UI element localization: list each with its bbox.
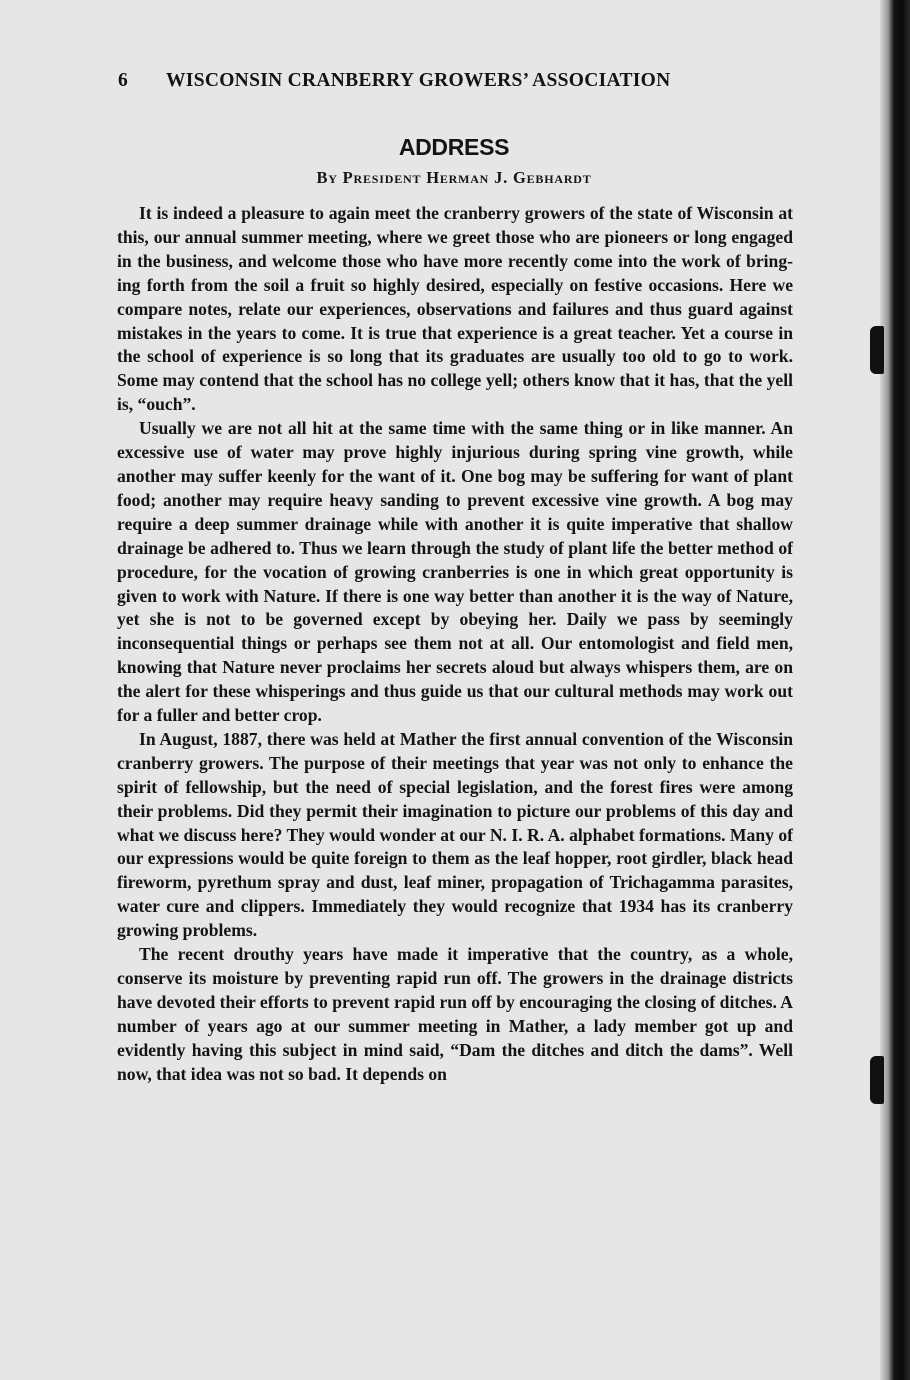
article-byline: By President Herman J. Gebhardt bbox=[316, 168, 592, 187]
binding-clip bbox=[870, 326, 884, 374]
paragraph: The recent drouthy years have made it imperative that the country, as a whole, conserve its moisture by preventing rapid run off. The growers in the drainage districts have devoted their efforts to prevent rapid run off by encouraging the closing of ditches. A number of years ago at our summer meeting in Mather, a lady member got up and evidently having this subject in mind said, “Dam the ditches and ditch the dams”. Well now, that idea was not so bad. It depends on bbox=[117, 944, 793, 1084]
paragraph: It is indeed a pleasure to again meet the cranberry growers of the state of Wisconsin at this, our annual summer meeting, where we greet those who are pioneers or long engaged in the business, and welcome those who have more recently come into the work of bringing forth from the soil a fruit so highly desired, especially on festive occasions. Here we compare notes, relate our experiences, observations and failures and thus guard against mistakes in the years to come. It is true that experience is a great teacher. Yet a course in the school of experience is so long that its graduates are usually too old to go to work. Some may contend that the school has no college yell; others know that it has, that the yell is, “ouch”. bbox=[117, 203, 793, 415]
paragraph: In August, 1887, there was held at Mather the first annual convention of the Wisconsin cranberry growers. The purpose of their meetings that year was not only to enhance the spirit of fellowship, but the need of special legislation, and the forest fires were among their problems. Did they permit their imagination to picture our problems of this day and what we discuss here? They would wonder at our N. I. R. A. alphabet formations. Many of our expressions would be quite foreign to them as the leaf hopper, root girdler, black head fireworm, pyrethum spray and dust, leaf miner, propagation of Trichagamma parasites, water cure and clippers. Immediately they would recognize that 1934 has its cranberry growing problems. bbox=[117, 728, 793, 941]
binding-clip bbox=[870, 1056, 884, 1104]
running-header bbox=[118, 70, 758, 100]
page-number: 6 bbox=[118, 70, 129, 91]
running-title: WISCONSIN CRANBERRY GROWERS’ ASSOCIATION bbox=[166, 70, 671, 91]
paragraph: Usually we are not all hit at the same time with the same thing or in like manner. An excessive use of water may prove highly injurious during spring vine growth, while another may suffer keenly for the want of it. One bog may be suffering for want of plant food; another may require heavy sanding to prevent excessive vine growth. A bog may require a deep summer drainage while with another it is quite imperative that shallow drainage be adhered to. Thus we learn through the study of plant life the better method of procedure, for the vocation of growing cranberries is one in which great opportunity is given to work with Nature. If there is one way better than another it is the way of Nature, yet she is not to be governed except by obeying her. Daily we pass by seemingly inconsequential things or perhaps see them not at all. Our entomologist and field men, knowing that Nature never proclaims her secrets aloud but always whispers them, are on the alert for these whisperings and thus guide us that our cultural methods may work out for a fuller and better crop. bbox=[117, 418, 793, 726]
article-title: ADDRESS bbox=[398, 134, 510, 160]
article-body bbox=[117, 202, 793, 1087]
book-binding-edge bbox=[880, 0, 910, 1380]
